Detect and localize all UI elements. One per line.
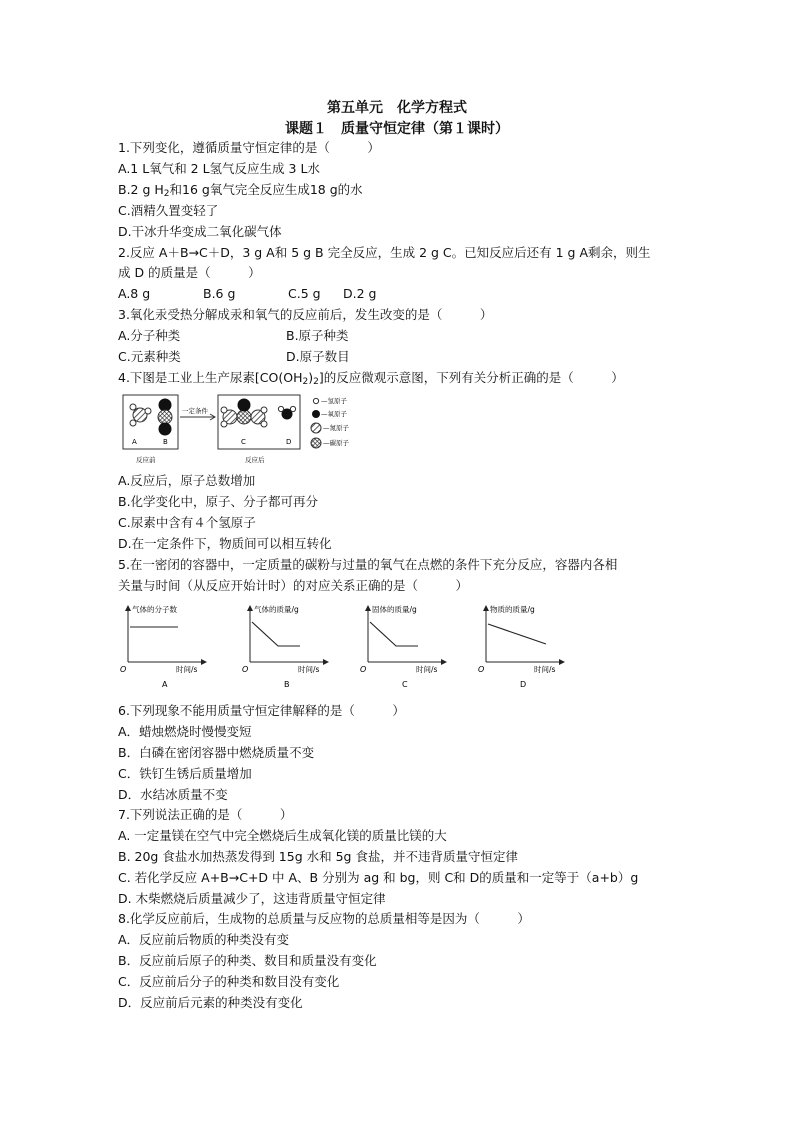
q5-graph-label: B	[284, 680, 290, 689]
q2-option-c: C.5 g	[288, 286, 321, 301]
q5-origin: O	[242, 665, 249, 674]
q7-option-c: C. 若化学反应 A+B→C+D 中 A、B 分别为 ag 和 bg，则 C和 D的质量和一定等于（a+b）g	[118, 870, 639, 885]
q5-graph-c	[360, 604, 446, 689]
q5-graph-a	[120, 604, 206, 689]
q8-option-b: B．反应前后原子的种类、数目和质量没有变化	[118, 953, 377, 968]
q2-stem-line1: 2.反应 A＋B→C＋D，3 g A和 5 g B 完全反应，生成 2 g C。已知反应后还有 1 g A剩余，则生	[118, 245, 651, 260]
q5-stem-line2: 关量与时间（从反应开始计时）的对应关系正确的是（ ）	[118, 578, 469, 593]
q7-option-d: D. 木柴燃烧后质量减少了，这违背质量守恒定律	[118, 891, 386, 906]
q3-option-a: A.分子种类	[118, 328, 181, 343]
q8-stem: 8.化学反应前后，生成物的总质量与反应物的总质量相等是因为（ ）	[118, 911, 530, 926]
q4-option-b: B.化学变化中，原子、分子都可再分	[118, 494, 319, 509]
q6-stem: 6.下列现象不能用质量守恒定律解释的是（ ）	[118, 703, 405, 718]
legend-hydrogen: —氢原子	[321, 397, 347, 405]
q1-option-c: C.酒精久置变轻了	[118, 203, 219, 218]
q5-origin: O	[360, 665, 367, 674]
before-label-b: B	[163, 438, 168, 446]
q5-graph-label: D	[520, 680, 527, 689]
q5-graphs	[118, 600, 568, 692]
q7-stem: 7.下列说法正确的是（ ）	[118, 807, 293, 822]
q5-graph-label: C	[402, 680, 408, 689]
q8-option-d: D．反应前后元素的种类没有变化	[118, 995, 303, 1010]
q3-stem: 3.氧化汞受热分解成汞和氧气的反应前后，发生改变的是（ ）	[118, 307, 493, 322]
condition-label: 一定条件	[182, 407, 208, 415]
q4-option-a: A.反应后，原子总数增加	[118, 473, 256, 488]
q5-ylabel: 气体的质量/g	[254, 605, 299, 614]
q5-curve-d	[488, 624, 546, 644]
lesson-title: 课题１ 质量守恒定律（第１课时）	[285, 121, 509, 137]
legend-hydrogen-icon	[313, 398, 318, 403]
q5-stem-line1: 5.在一密闭的容器中，一定质量的碳粉与过量的氧气在点燃的条件下充分反应，容器内各相	[118, 557, 618, 572]
legend-carbon: —碳原子	[323, 439, 349, 447]
q3-option-c: C.元素种类	[118, 349, 181, 364]
q5-xlabel: 时间/s	[298, 665, 320, 674]
q4-option-d: D.在一定条件下，物质间可以相互转化	[118, 536, 332, 551]
after-label-d: D	[286, 438, 292, 446]
q5-origin: O	[478, 665, 485, 674]
q5-ylabel: 固体的质量/g	[372, 605, 417, 614]
q5-xlabel: 时间/s	[176, 665, 198, 674]
q4-option-c: C.尿素中含有４个氢原子	[118, 515, 256, 530]
q5-xlabel: 时间/s	[534, 665, 556, 674]
q2-option-d: D.2 g	[343, 286, 377, 301]
after-label-c: C	[241, 438, 246, 446]
q5-graph-d	[478, 604, 564, 689]
q4-stem: 4.下图是工业上生产尿素$[CO(OH_2)_2]$的反应微观示意图，下列有关分析正确的是（ ）	[118, 370, 624, 387]
q2-option-a: A.8 g	[118, 286, 151, 301]
q1-option-a: A.1 L氧气和 2 L氢气反应生成 3 L水	[118, 161, 320, 176]
q1-option-b: B.2 g $H_2$和16 g氧气完全反应生成18 g的水	[118, 182, 363, 199]
q2-option-b: B.6 g	[203, 286, 236, 301]
q5-graph-b	[242, 604, 328, 689]
q5-origin: O	[120, 665, 127, 674]
q4-reaction-diagram	[120, 392, 380, 468]
q2-stem-line2: 成 D 的质量是（ ）	[118, 265, 261, 280]
before-caption: 反应前	[136, 456, 156, 464]
q7-option-b: B. 20g 食盐水加热蒸发得到 15g 水和 5g 食盐，并不违背质量守恒定律	[118, 849, 518, 864]
q5-curve-b	[252, 622, 300, 646]
before-label-a: A	[132, 438, 137, 446]
legend-carbon-icon	[311, 438, 321, 448]
legend-nitrogen-icon	[311, 423, 321, 433]
q6-option-d: D．水结冰质量不变	[118, 787, 228, 802]
q5-curve-c	[370, 622, 418, 646]
q5-ylabel: 气体的分子数	[132, 605, 177, 614]
q1-option-d: D.干冰升华变成二氧化碳气体	[118, 224, 282, 239]
q8-option-c: C．反应前后分子的种类和数目没有变化	[118, 974, 340, 989]
legend-oxygen-icon	[312, 410, 320, 418]
carbon-atom-icon	[158, 410, 172, 424]
q3-option-b: B.原子种类	[286, 328, 349, 343]
q7-option-a: A. 一定量镁在空气中完全燃烧后生成氧化镁的质量比镁的大	[118, 828, 447, 843]
q5-graph-label: A	[162, 680, 168, 689]
q8-option-a: A．反应前后物质的种类没有变	[118, 932, 290, 947]
q6-option-b: B．白磷在密闭容器中燃烧质量不变	[118, 745, 315, 760]
after-caption: 反应后	[245, 456, 265, 464]
q6-option-c: C．铁钉生锈后质量增加	[118, 766, 252, 781]
unit-title: 第五单元 化学方程式	[327, 100, 467, 116]
q5-ylabel: 物质的质量/g	[490, 605, 535, 614]
q3-option-d: D.原子数目	[286, 349, 350, 364]
legend-oxygen: —氧原子	[321, 410, 347, 418]
q5-xlabel: 时间/s	[416, 665, 438, 674]
legend-nitrogen: —氮原子	[323, 424, 349, 432]
q6-option-a: A．蜡烛燃烧时慢慢变短	[118, 724, 252, 739]
q1-stem: 1.下列变化，遵循质量守恒定律的是（ ）	[118, 140, 380, 155]
